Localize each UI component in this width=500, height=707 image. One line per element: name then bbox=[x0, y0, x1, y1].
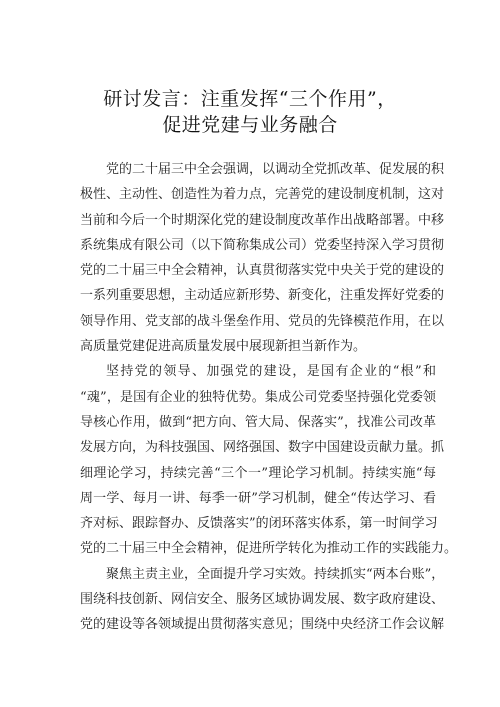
body-line: 党的建设等各领域提出贯彻落实意见；围绕中央经济工作会议解 bbox=[80, 617, 445, 633]
body-line: 高质量党建促进高质量发展中展现新担当新作为。 bbox=[80, 339, 367, 355]
body-line: “魂”，是国有企业的独特优势。集成公司党委坚持强化党委领 bbox=[80, 389, 436, 405]
body-line: 导核心作用，做到“把方向、管大局、保落实”，找准公司改革 bbox=[80, 414, 436, 430]
body-line: 系统集成有限公司（以下简称集成公司）党委坚持深入学习贯彻 bbox=[80, 237, 445, 253]
body-line: 细理论学习，持续完善“三个一”理论学习机制。持续实施“每 bbox=[80, 465, 436, 481]
body-line: 坚持党的领导、加强党的建设，是国有企业的“根”和 bbox=[106, 364, 436, 380]
body-line: 党的二十届三中全会精神，促进所学转化为推动工作的实践能力。 bbox=[80, 541, 458, 557]
document-body bbox=[80, 157, 458, 638]
body-line: 聚焦主责主业，全面提升学习实效。持续抓实“两本台账”， bbox=[106, 566, 445, 582]
title-line-1: 研讨发言：注重发挥“三个作用”， bbox=[103, 88, 397, 110]
body-line: 极性、主动性、创造性为着力点，完善党的建设制度机制，这对 bbox=[80, 187, 445, 203]
body-line: 党的二十届三中全会精神，认真贯彻落实党中央关于党的建设的 bbox=[80, 263, 445, 279]
body-line: 领导作用、党支部的战斗堡垒作用、党员的先锋模范作用，在以 bbox=[80, 313, 445, 329]
body-line: 发展方向，为科技强国、网络强国、数字中国建设贡献力量。抓 bbox=[80, 440, 445, 456]
body-line: 当前和今后一个时期深化党的建设制度改革作出战略部署。中移 bbox=[80, 212, 445, 228]
body-line: 一系列重要思想，主动适应新形势、新变化，注重发挥好党委的 bbox=[80, 288, 445, 304]
body-line: 围绕科技创新、网信安全、服务区域协调发展、数字政府建设、 bbox=[80, 592, 445, 608]
body-line: 齐对标、跟踪督办、反馈落实”的闭环落实体系，第一时间学习 bbox=[80, 516, 438, 532]
title-line-2: 促进党建与业务融合 bbox=[162, 114, 338, 136]
body-line: 党的二十届三中全会强调，以调动全党抓改革、促发展的积 bbox=[106, 162, 445, 177]
document-title bbox=[0, 86, 500, 138]
body-line: 周一学、每月一讲、每季一研”学习机制，健全“传达学习、看 bbox=[80, 490, 436, 506]
